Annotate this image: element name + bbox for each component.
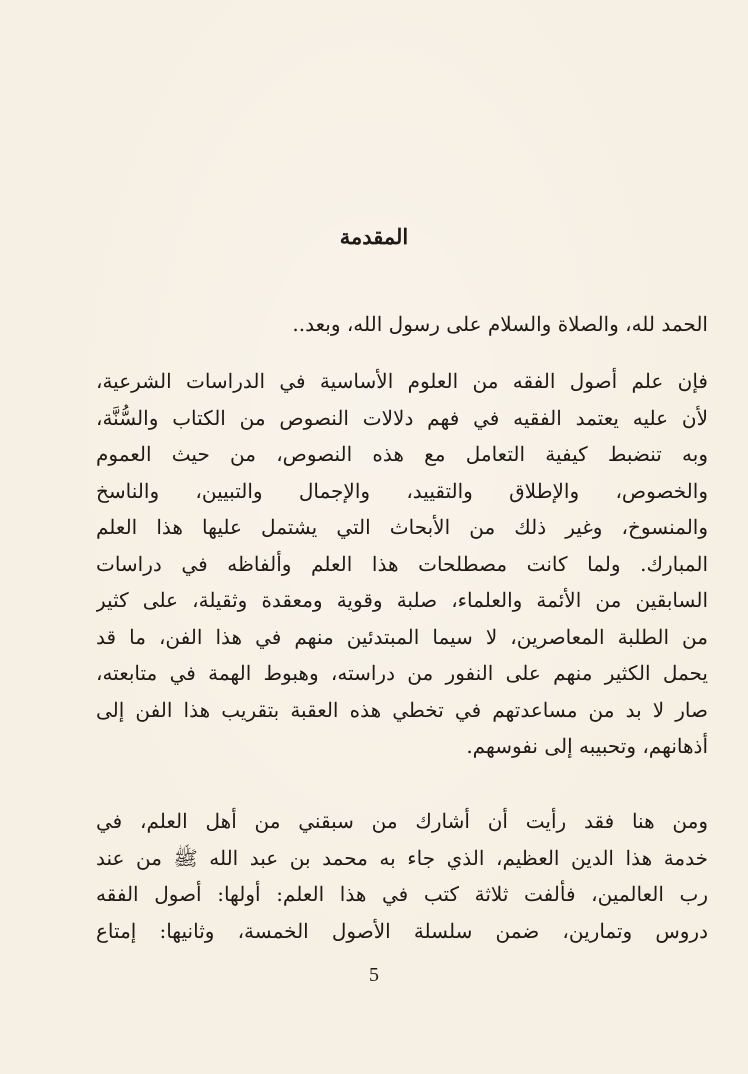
- text-line: أذهانهم، وتحبيبه إلى نفوسهم.: [466, 734, 708, 758]
- page-number: 5: [369, 964, 379, 986]
- text-line: والخصوص، والإطلاق والتقييد، والإجمال والتبيين، والناسخ: [96, 478, 708, 503]
- greeting-text: الحمد لله، والصلاة والسلام على رسول الله، وبعد..: [292, 312, 708, 336]
- text-line: يحمل الكثير منهم على النفور من دراسته، وهبوط الهمة في متابعته،: [96, 661, 708, 685]
- paragraph-1: [96, 363, 708, 765]
- text-line: خدمة هذا الدين العظيم، الذي جاء به محمد بن عبد الله ﷺ من عند: [96, 845, 708, 870]
- text-line: لأن عليه يعتمد الفقيه في فهم دلالات النصوص من الكتاب والسُّنَّة،: [96, 405, 708, 430]
- paragraph-2: [96, 803, 708, 949]
- text-line: رب العالمين، فألفت ثلاثة كتب في هذا العلم: أولها: أصول الفقه: [96, 882, 708, 906]
- text-line: وبه تنضبط كيفية التعامل مع هذه النصوص، من حيث العموم: [96, 442, 708, 466]
- text-line: المبارك. ولما كانت مصطلحات هذا العلم وألفاظه في دراسات: [96, 551, 708, 576]
- text-line: السابقين من الأئمة والعلماء، صلبة وقوية ومعقدة وثقيلة، على كثير: [96, 588, 708, 612]
- text-line: من الطلبة المعاصرين، لا سيما المبتدئين منهم في هذا الفن، ما قد: [96, 624, 708, 649]
- greeting-line: [96, 306, 708, 343]
- page-title: المقدمة: [339, 224, 409, 249]
- text-line: ومن هنا فقد رأيت أن أشارك من سبقني من أهل العلم، في: [96, 809, 708, 833]
- text-line: دروس وتمارين، ضمن سلسلة الأصول الخمسة، وثانيها: إمتاع: [96, 918, 708, 943]
- text-line: فإن علم أصول الفقه من العلوم الأساسية في الدراسات الشرعية،: [96, 369, 708, 393]
- text-line: والمنسوخ، وغير ذلك من الأبحاث التي يشتمل عليها هذا العلم: [96, 515, 708, 539]
- text-line: [96, 306, 708, 343]
- text-line: صار لا بد من مساعدتهم في تخطي هذه العقبة بتقريب هذا الفن إلى: [96, 697, 708, 722]
